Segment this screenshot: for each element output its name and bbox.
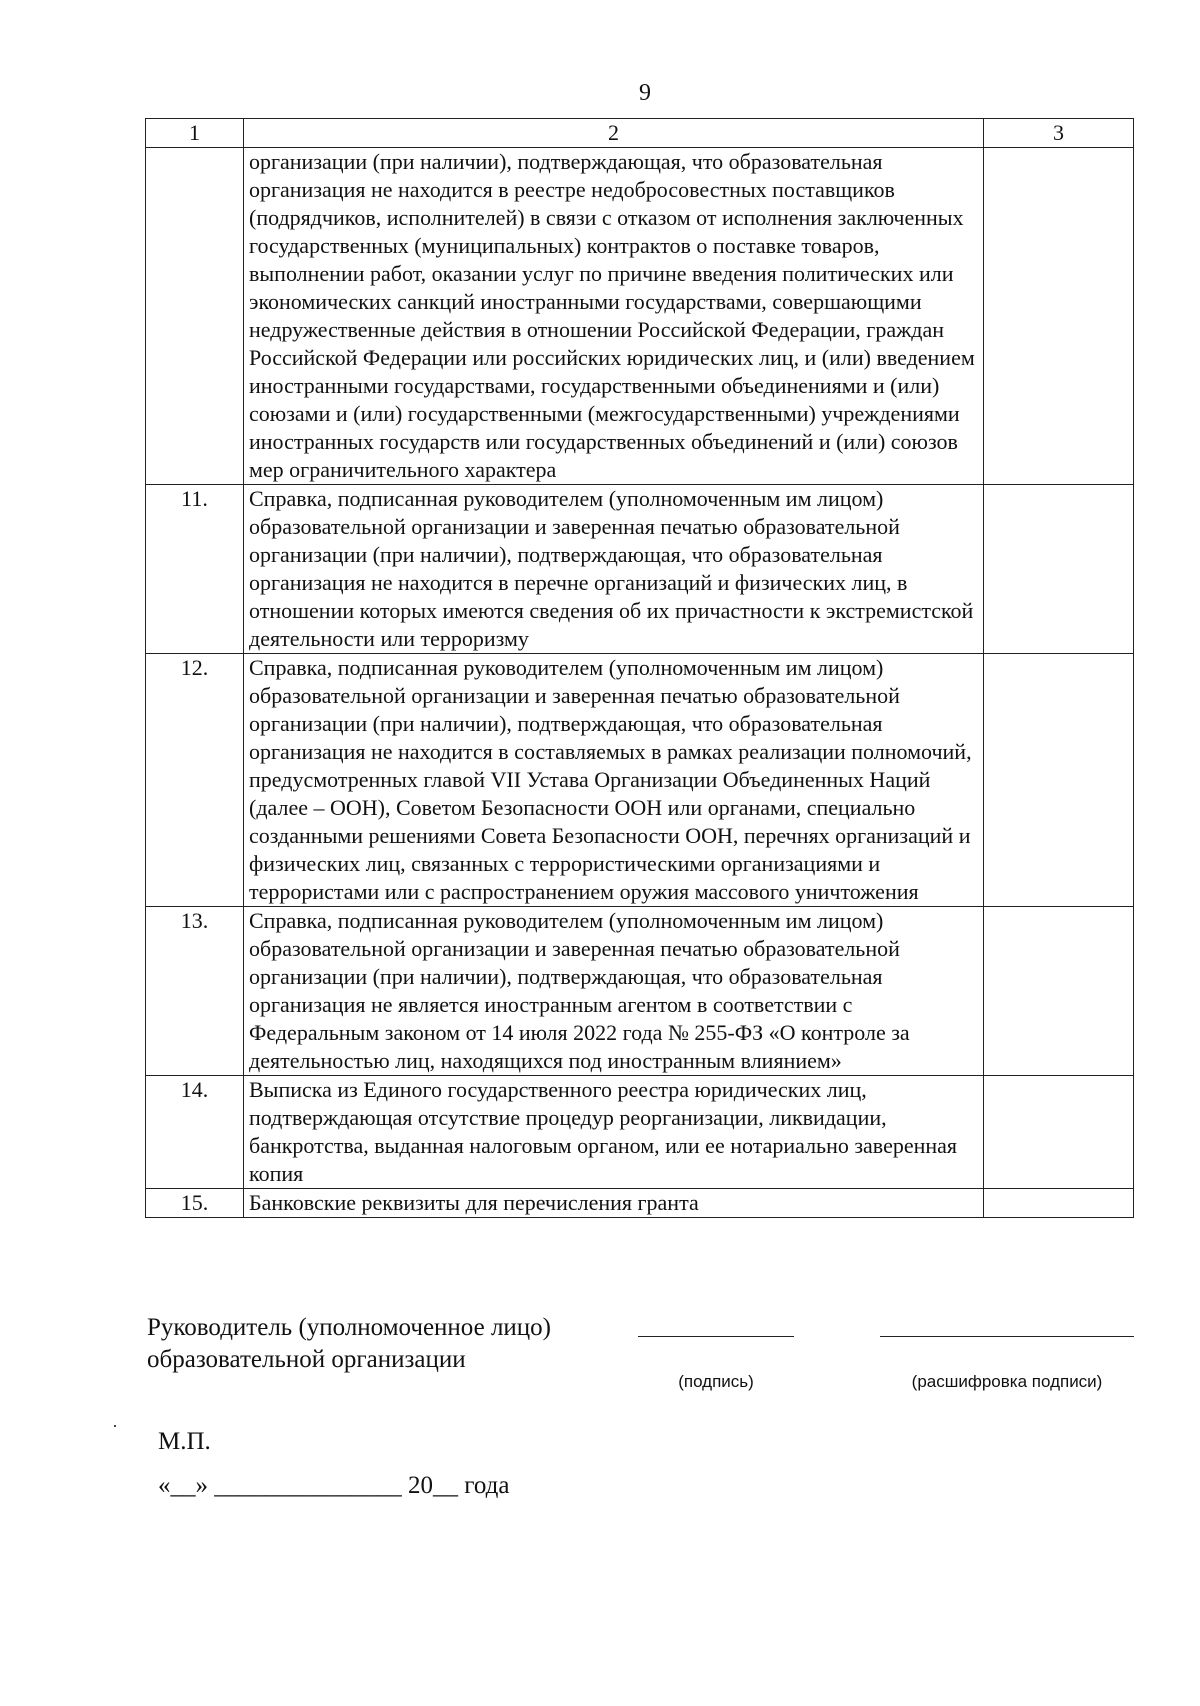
table-row — [146, 1189, 1134, 1218]
table-row — [146, 485, 1134, 654]
signature-decode-line — [880, 1336, 1134, 1337]
documents-table — [145, 118, 1134, 1218]
row-mark-cell — [984, 148, 1134, 485]
row-document-text: Справка, подписанная руководителем (уполномоченным им лицом) образовательной организации и заверенная печатью образовательной организации (при наличии), подтверждающая, что образовательная организация не находится в перечне организаций и физических лиц, в отношении которых имеются сведения об их причастности к экстремистской деятельности или терроризму — [244, 485, 984, 654]
table-row — [146, 907, 1134, 1076]
signature-title-line1: Руководитель (уполномоченное лицо) — [147, 1314, 552, 1341]
row-mark-cell — [984, 485, 1134, 654]
stamp-label: М.П. — [158, 1428, 211, 1455]
signature-line — [638, 1336, 794, 1337]
table-row — [146, 148, 1134, 485]
table-row — [146, 1076, 1134, 1189]
row-number: 15. — [146, 1189, 244, 1218]
signature-decode-caption: (расшифровка подписи) — [911, 1372, 1103, 1391]
row-number — [146, 148, 244, 485]
row-number: 12. — [146, 654, 244, 907]
row-document-text: Справка, подписанная руководителем (уполномоченным им лицом) образовательной организации и заверенная печатью образовательной организации (при наличии), подтверждающая, что образовательная организация не является иностранным агентом в соответствии с Федеральным законом от 14 июля 2022 года № 255-ФЗ «О контроле за деятельностью лиц, находящихся под иностранным влиянием» — [244, 907, 984, 1076]
row-mark-cell — [984, 907, 1134, 1076]
column-header-document: 2 — [244, 119, 984, 148]
scan-dot — [114, 1425, 116, 1427]
column-header-mark: 3 — [984, 119, 1134, 148]
date-line: «__» _______________ 20__ года — [158, 1472, 510, 1499]
row-number: 14. — [146, 1076, 244, 1189]
column-header-number: 1 — [146, 119, 244, 148]
table-header-row — [146, 119, 1134, 148]
page-number: 9 — [639, 80, 651, 106]
row-document-text: Справка, подписанная руководителем (уполномоченным им лицом) образовательной организации и заверенная печатью образовательной организации (при наличии), подтверждающая, что образовательная организация не находится в составляемых в рамках реализации полномочий, предусмотренных главой VII Устава Организации Объединенных Наций (далее – ООН), Советом Безопасности ООН или органами, специально созданными решениями Совета Безопасности ООН, перечнях организаций и физических лиц, связанных с террористическими организациями и террористами или с распространением оружия массового уничтожения — [244, 654, 984, 907]
row-mark-cell — [984, 654, 1134, 907]
signature-title-line2: образовательной организации — [147, 1346, 466, 1373]
row-document-text: Выписка из Единого государственного реестра юридических лиц, подтверждающая отсутствие процедур реорганизации, ликвидации, банкротства, выданная налоговым органом, или ее нотариально заверенная копия — [244, 1076, 984, 1189]
row-mark-cell — [984, 1189, 1134, 1218]
table-row — [146, 654, 1134, 907]
row-mark-cell — [984, 1076, 1134, 1189]
row-number: 13. — [146, 907, 244, 1076]
row-number: 11. — [146, 485, 244, 654]
row-document-text: организации (при наличии), подтверждающая, что образовательная организация не находится в реестре недобросовестных поставщиков (подрядчиков, исполнителей) в связи с отказом от исполнения заключенных государственных (муниципальных) контрактов о поставке товаров, выполнении работ, оказании услуг по причине введения политических или экономических санкций иностранными государствами, совершающими недружественные действия в отношении Российской Федерации, граждан Российской Федерации или российских юридических лиц, и (или) введением иностранными государствами, государственными объединениями и (или) союзами и (или) государственными (межгосударственными) учреждениями иностранных государств или государственных объединений и (или) союзов мер ограничительного характера — [244, 148, 984, 485]
signature-caption: (подпись) — [678, 1372, 754, 1391]
signature-block — [147, 1312, 551, 1376]
row-document-text: Банковские реквизиты для перечисления гранта — [244, 1189, 984, 1218]
